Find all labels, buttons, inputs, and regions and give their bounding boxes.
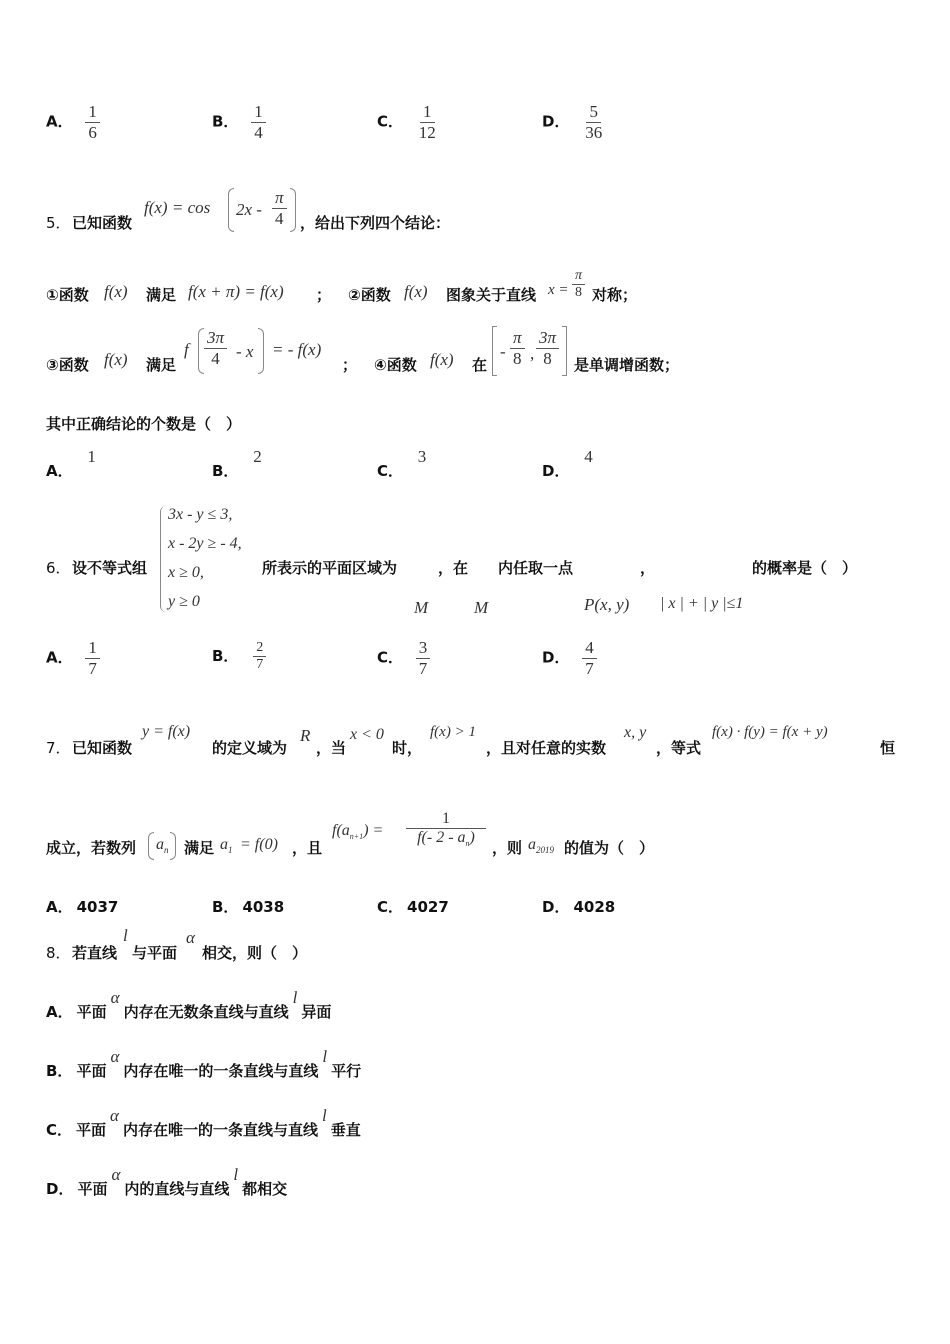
option-letter: B． [212,462,239,480]
q7-option-c[interactable] [377,896,449,917]
option-text: 垂直 [330,1121,361,1139]
math-expression: f(x) [430,350,454,369]
math-expression: x < 0 [350,726,384,743]
denominator: 7 [256,657,264,673]
brace-right [170,832,176,860]
conclusion-text: 对称； [592,286,638,304]
math-expression: f(x) [104,350,128,369]
option-text: 平面 [76,1121,107,1139]
line-l: l [123,926,128,945]
math-expression: - x [236,342,254,361]
question-prompt: 其中正确结论的个数是（ ） [46,415,242,433]
option-value: 3 [417,447,427,466]
math-expression: = - f(x) [272,340,322,359]
system-brace [160,506,167,612]
plane-alpha: α [110,1106,119,1125]
option-letter: D． [542,462,570,480]
option-letter: A． [46,1003,73,1021]
question-text: ，在 [438,559,469,577]
a-2019 [528,836,554,855]
math-expression: f(x) [104,282,128,301]
subscript: n [465,839,470,849]
q5-option-a[interactable] [46,446,96,480]
option-text: 内存在唯一的一条直线与直线 [122,1121,318,1139]
q8-option-a[interactable] [46,988,332,1022]
numerator: π [510,328,525,349]
option-letter: D． [46,1180,74,1198]
line-l: l [322,1047,328,1066]
symbol: ) = [363,822,384,839]
conclusion-2-label: ②函数 [348,286,391,304]
numerator: 1 [420,102,435,123]
option-text: 平面 [76,1003,107,1021]
option-text: 异面 [301,1003,332,1021]
option-letter: B． [46,1062,73,1080]
denominator: 12 [418,122,436,142]
question-text: ，给出下列四个结论： [300,214,451,232]
pi-over-4 [272,188,287,228]
paren-right [258,328,264,374]
option-letter: C． [377,648,404,667]
option-letter: A． [46,898,73,916]
subscript: n [164,845,169,856]
q4-option-b[interactable] [212,102,266,142]
question-text: ，当 [316,739,347,757]
numerator: 1 [406,810,486,829]
numerator: 4 [582,638,597,659]
numerator: 1 [85,102,100,123]
paren-right [290,188,296,232]
denominator: 7 [418,658,428,678]
denominator: 6 [88,122,97,142]
symbol: ) [469,829,475,847]
option-text: 都相交 [242,1180,288,1198]
recurrence-lhs [332,822,383,841]
option-value: 4027 [407,898,449,916]
conclusion-text: ； [316,286,332,304]
question-text: ，等式 [656,739,702,757]
option-letter: B． [212,898,239,916]
question-text: 时， [392,739,423,757]
question-text: 相交，则（ ） [202,944,308,962]
bracket-right [562,326,567,376]
numerator: π [272,188,287,209]
denominator [414,829,478,848]
line-l: l [321,1106,327,1125]
option-letter: D． [542,112,570,131]
option-value: 2 [253,447,262,466]
conclusion-text: 在 [472,356,488,374]
sequence-a [156,836,169,855]
math-expression: f(x) · f(y) = f(x + y) [712,724,828,740]
inequality-3: x ≥ 0, [168,564,204,581]
math-expression: x, y [624,724,647,741]
symbol: a [528,836,536,853]
option-letter: A． [46,462,73,480]
option-text: 内存在无数条直线与直线 [123,1003,289,1021]
condition-expression: | x | + | y |≤1 [660,595,744,612]
math-expression: - [500,342,506,361]
symbol: a [220,836,228,853]
math-expression: = f(0) [240,836,278,853]
conclusion-4-label: ④函数 [374,356,417,374]
subscript: 1 [228,845,233,856]
minus-pi-over-8 [510,328,525,368]
q5-option-d[interactable] [542,446,593,480]
numerator: 3 [416,638,431,659]
point-p: P(x, y) [584,595,630,614]
question-text: 内任取一点 [498,559,574,577]
option-value: 4037 [76,898,119,916]
option-letter: C． [377,112,404,131]
option-letter: C． [377,898,404,916]
math-expression: x = [548,282,569,298]
symbol: a [156,836,164,853]
option-letter: A． [46,648,73,667]
math-expression: , [530,344,535,363]
option-text: 内存在唯一的一条直线与直线 [123,1062,319,1080]
inequality-1: 3x - y ≤ 3, [168,506,233,523]
q8-option-d[interactable] [46,1165,288,1199]
three-pi-over-8 [536,328,559,368]
numerator: 1 [251,102,266,123]
question-text: 的值为（ ） [564,839,655,857]
conclusion-text: 满足 [146,286,177,304]
denominator: 8 [575,285,582,301]
q7-option-d[interactable] [542,896,615,917]
math-expression: f(x) [404,282,428,301]
question-text: 若直线 [72,944,118,962]
conclusion-1-label: ①函数 [46,286,89,304]
option-text: 内的直线与直线 [124,1180,230,1198]
question-text: 的概率是（ ） [752,559,858,577]
numerator: π [572,268,585,285]
q4-option-c[interactable] [377,102,439,142]
line-l: l [292,988,298,1007]
numerator: 3π [204,328,227,349]
question-number: 7． [46,739,71,757]
q7-option-b[interactable] [212,896,284,917]
math-expression: f [184,340,189,359]
denominator: 8 [513,348,522,368]
denominator: 4 [275,208,284,228]
q7-option-a[interactable] [46,896,118,917]
q6-option-a[interactable] [46,638,100,678]
q6-option-d[interactable] [542,638,597,678]
question-text: 成立，若数列 [46,839,137,857]
option-value: 4028 [573,898,616,916]
option-letter: D． [542,648,570,667]
question-text: ，且 [292,839,323,857]
conclusion-3-label: ③函数 [46,356,89,374]
q5-option-b[interactable] [212,446,262,480]
conclusion-text: 是单调增函数； [574,356,680,374]
recurrence-fraction [406,810,486,849]
math-expression: y = f(x) [142,723,191,740]
plane-alpha: α [186,928,195,947]
q6-option-b[interactable] [212,640,266,673]
math-expression: R [300,726,311,745]
numerator: 5 [586,102,601,123]
q8-option-b[interactable] [46,1047,362,1081]
option-value: 4038 [242,898,285,916]
region-m: M [474,598,489,617]
question-text: 设不等式组 [72,559,148,577]
question-text: 满足 [184,839,215,857]
question-number: 5． [46,214,71,232]
brace-left [148,832,154,860]
numerator: 1 [85,638,100,659]
option-text: 平面 [77,1180,108,1198]
question-number: 6． [46,559,71,577]
question-text: 已知函数 [72,214,133,232]
plane-alpha: α [110,988,120,1007]
option-text: 平行 [331,1062,362,1080]
three-pi-over-4 [204,328,227,368]
subscript: 2019 [536,845,554,856]
option-value: 4 [584,447,593,466]
math-expression: f(x) = cos [144,198,211,217]
math-expression: f(x + π) = f(x) [188,282,284,301]
pi-over-8 [572,268,585,301]
question-number: 8． [46,944,71,962]
math-expression: 2x - [236,200,262,219]
question-text: ，且对任意的实数 [486,739,607,757]
conclusion-text: ； [342,356,358,374]
option-letter: B． [212,647,239,666]
subscript: n+1 [349,832,364,842]
question-text: ，则 [492,839,523,857]
denominator: 4 [211,348,220,368]
denominator: 36 [585,122,603,142]
a-one [220,836,233,855]
bracket-left [492,326,497,376]
denominator: 7 [585,658,594,678]
paren-left [228,188,234,232]
plane-alpha: α [110,1047,120,1066]
inequality-2: x - 2y ≥ - 4, [168,535,242,552]
option-letter: B． [212,112,239,131]
option-text: 平面 [76,1062,107,1080]
conclusion-text: 满足 [146,356,177,374]
q4-option-a[interactable] [46,102,100,142]
line-l: l [233,1165,239,1184]
question-text: 已知函数 [72,739,133,757]
option-letter: A． [46,112,73,131]
inequality-4: y ≥ 0 [168,593,200,610]
q8-option-c[interactable] [46,1106,361,1140]
question-text: 的定义域为 [212,739,288,757]
question-text: 恒 [880,739,896,757]
symbol: f(a [332,822,350,839]
question-text: ， [640,559,656,577]
math-expression: f(x) > 1 [430,724,476,740]
plane-alpha: α [111,1165,121,1184]
q4-option-d[interactable] [542,102,605,142]
numerator: 3π [536,328,559,349]
question-text: 所表示的平面区域为 [262,559,398,577]
q6-option-c[interactable] [377,638,430,678]
denominator: 4 [254,122,263,142]
option-letter: C． [377,462,404,480]
numerator: 2 [253,640,266,657]
denominator: 7 [88,658,97,678]
symbol: f(- 2 - a [417,829,466,847]
region-m: M [414,598,429,617]
denominator: 8 [543,348,552,368]
option-letter: C． [46,1121,73,1139]
conclusion-text: 图象关于直线 [446,286,537,304]
q5-option-c[interactable] [377,446,427,480]
question-text: 与平面 [132,944,178,962]
option-value: 1 [87,447,96,466]
option-letter: D． [542,898,570,916]
